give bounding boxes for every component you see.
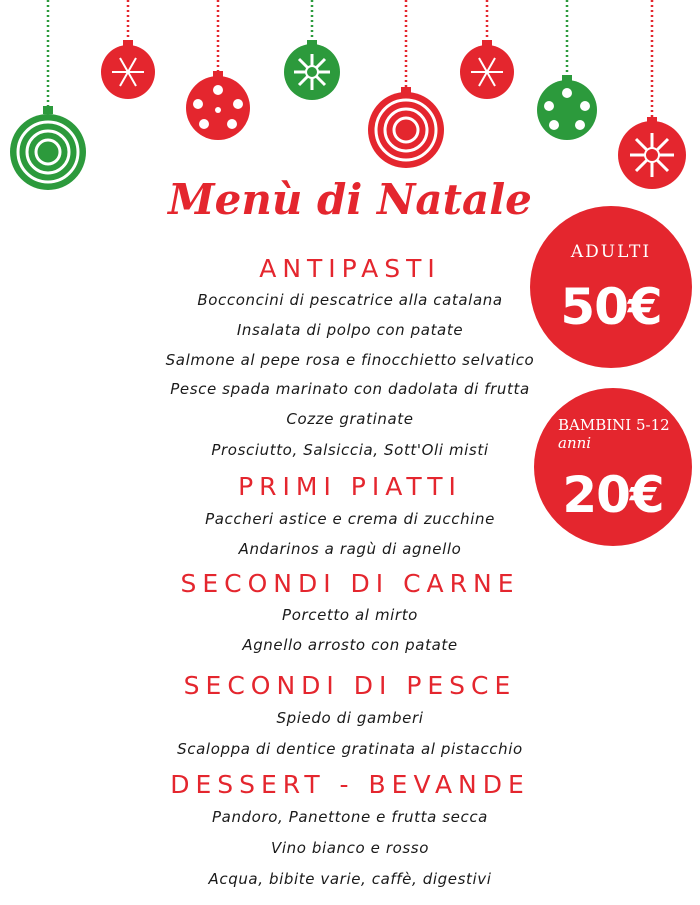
kids-age-range: BAMBINI 5-12 <box>558 416 670 434</box>
menu-item: Andarinos a ragù di agnello <box>238 540 462 558</box>
red-target-ornament <box>368 87 444 168</box>
section-heading-secondi-di-carne: SECONDI DI CARNE <box>180 569 520 598</box>
menu-item: Prosciutto, Salsiccia, Sott'Oli misti <box>211 441 489 459</box>
section-heading-dessert-bevande: DESSERT - BEVANDE <box>170 770 530 799</box>
red-polka-dot-ornament <box>186 71 250 140</box>
kids-price-value: 20€ <box>562 466 664 524</box>
green-starburst-ornament <box>284 40 340 100</box>
red-snowflake-ornament <box>460 40 514 99</box>
red-snowflake-ornament <box>101 40 155 99</box>
menu-item: Pesce spada marinato con dadolata di frutta <box>170 380 530 398</box>
section-heading-primi-piatti: PRIMI PIATTI <box>238 472 462 501</box>
menu-item: Scaloppa di dentice gratinata al pistacchio <box>177 740 523 758</box>
menu-item: Porcetto al mirto <box>282 606 418 624</box>
menu-item: Pandoro, Panettone e frutta secca <box>212 808 488 826</box>
menu-item: Paccheri astice e crema di zucchine <box>205 510 495 528</box>
section-heading-secondi-di-pesce: SECONDI DI PESCE <box>183 671 517 700</box>
menu-item: Spiedo di gamberi <box>276 709 424 727</box>
adult-price-badge <box>530 206 692 368</box>
menu-title: Menù di Natale <box>168 175 532 224</box>
menu-item: Salmone al pepe rosa e finocchietto selvatico <box>165 351 535 369</box>
menu-item: Bocconcini di pescatrice alla catalana <box>197 291 503 309</box>
kids-age-unit: anni <box>558 434 592 452</box>
menu-item: Vino bianco e rosso <box>270 839 429 857</box>
adult-price-label: ADULTI <box>570 242 652 262</box>
menu-item: Acqua, bibite varie, caffè, digestivi <box>208 870 492 888</box>
adult-price-value: 50€ <box>560 278 662 336</box>
green-polka-dot-ornament <box>537 75 597 140</box>
section-heading-antipasti: ANTIPASTI <box>259 254 441 283</box>
menu-item: Insalata di polpo con patate <box>236 321 464 339</box>
menu-item: Agnello arrosto con patate <box>242 636 458 654</box>
menu-item: Cozze gratinate <box>286 410 414 428</box>
